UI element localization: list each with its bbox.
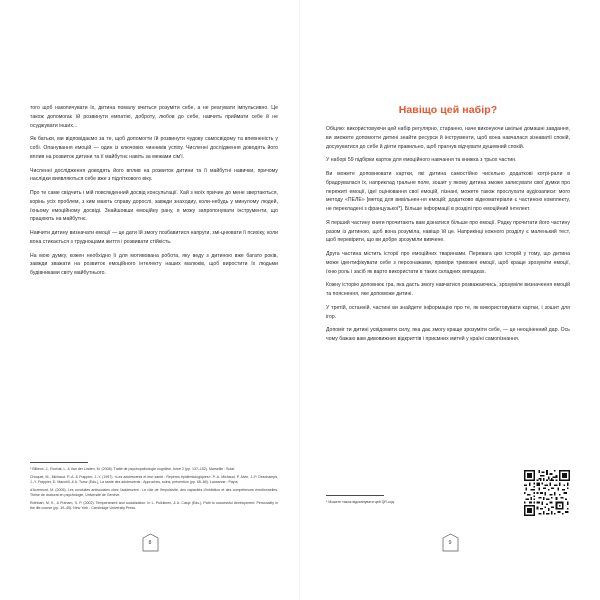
paragraph: Я перший частину книги прочитають вам дізнатися більше про емоції. Радку прочитати його частину разом із дитиною, щоб вона розуміла, навіщо їй це. Наприкінці кожного розділу є маленький тест, щоб перевірити, що ви добре зрозуміли вивчене. <box>326 219 570 244</box>
left-page-body <box>30 104 278 278</box>
folio-right <box>300 533 600 552</box>
paragraph: На мою думку, кожен необхідно її для мотивована робота, яку веду з дитиною вже багато років, завжди зважати на розвиток емоційного інтелекту наших малюків, щоб виростити їх людьми будівниками світу майбутнього. <box>30 252 278 276</box>
footnote-entry: d'Acremont, M. (2005). Les conduites antisociales chez l'adolescent : Le rôle de l'impulsivité, des capacités d'inhibition et des compétences émotionnelles. Thèse de doctorat en psychologie, Université de Genève. <box>30 488 278 498</box>
footnote-block <box>30 467 278 511</box>
folio-number: 9 <box>448 539 452 546</box>
footnote-entry: Rothbart, M. K., & Putnam, S. P. (2002). Temperament and socialization. In L. Pulkkinen, & A. Caspi (Eds.), Path to successful development: Personality in the life course (pp. 19–45). New York : Cambridge University Press. <box>30 501 278 511</box>
footnote-entry: * Можете також відсканувати цей QR-код: <box>326 500 395 505</box>
footnote-divider <box>30 462 88 463</box>
footnote-entry: * Billieux, J., Rochat, L. & Van der Linden, M. (2008). Traité de psychopathologie cognitive, tome 2 (pp. 137–152). Marseille : Solal. <box>30 467 235 472</box>
paragraph: Обіцяю: використовуючи цей набір регулярно, старанно, наче виконуючи шкільні домашні завдання, ви зможете допомогти дитині знайти ресурси й інструменти, щоб вона навчалася зізнаватії спокій, досукуватися до себе й діяти правильно, щоб прагнув відчувати душевний спокій. <box>326 126 570 150</box>
folio-badge <box>442 533 459 552</box>
paragraph: Як батьки, ми відповідаємо за те, щоб допомогти їй розвинути чудову самосвідому та впевненість у собі. Опанування емоцій — один із ключових чинників успіху. Численні дослідження доводять його вплив на розвиток дитини та її майбутнє навіть за межами сім'ї. <box>30 136 278 160</box>
paragraph: того щоб накопичувати їх, дитина помалу вчиться розуміти себе, а не реагувати імпульсивно. Це також допомогає їй розвинути емпатію, доброту, любов до себе, навчить приймати себе й не осуджувати інших... <box>30 105 278 129</box>
qr-code[interactable] <box>524 470 570 516</box>
page-title: Навіщо цей набір? <box>398 104 498 116</box>
paragraph: Ви можете доповнювати картки, які дитина самостійно чисельно додаткові котрі-рали в брадрувалася їх, наприклад гральне поле, зошит у якому дитина зможе записувати свої думки про пережиті емоції, ідеї оцінювання свої емоцій, пізнані, можете також прослухати аудіозаписи: мого методу «ПЕЛЕ» [метод для вивільнен-ня емоцій; додатково відеоматеріали є частиною комплекту, не перекладені з французької*]. Більше інформації в розділі про емоційний інтелект. <box>326 171 570 212</box>
folio-badge <box>142 533 159 552</box>
right-page-body <box>326 125 570 344</box>
qr-code-wrapper[interactable] <box>524 470 570 516</box>
footnote-entry: Choquet, M., Michaud, P.-A. & Frappier, J.-Y. (1997). «Les adolescents et leur santé : Repères épidémiologiques». P.-A. Michaud, P. Alvin, J.-P. Deschamps, J.-Y. Frappier, D. Marcelli, & A. Tursz (Eds.), La santé des adolescents : Approches, soins, prévention (pp. 65–80). Lausanne : Payot. <box>30 475 278 485</box>
page-right <box>300 0 600 600</box>
paragraph: Допоміг ти дитині усвідомити силу, яка дає змогу краще зрозуміти себе, — це неоціненний дар. Ось чому бажаю вам дивовижних відкриттів і приємних митей у країні самопізнання. <box>326 327 570 342</box>
paragraph: Кожну історію доповнює гра, яка дасть змогу навчатися розважаючись, зрозуміле визначення емоцій та пояснення, яке допоможе дитині. <box>326 282 570 297</box>
paragraph: Друга частина містить історії про емоційних тваринами. Перевага цих історій у тому, що дитина може ідентифікувати себе з персонажами, приміри тривожні емоції, щоб краще зрозуміти емоції, їхню роль і засіб як варто використати в таких складних випадках. <box>326 251 570 275</box>
paragraph: У третій, останній, частині ви знайдете інформацію про те, як використовувати картки, і зошит для ігор. <box>326 304 570 320</box>
paragraph: Про те саме свідчить і мій повсякденний досвід консультації. Хай з моїх причин до мене звертаються, корінь усіх проблем, з ким мають справу дорослі, завжди знаходиу, коли-небудь у минулому людей, їхньому емоційному досвіді. Знайшовши емоційну рану, я можу запропонувати інструменти, що працюють на майбутнє. <box>30 190 278 223</box>
paragraph: У наборі 59 підбірки карток для емоційного навчання та книжка з трьох частин. <box>326 157 517 164</box>
folio-number: 8 <box>148 539 152 546</box>
footnote-divider <box>326 495 384 496</box>
folio-left <box>0 533 300 552</box>
left-page-footnotes <box>30 462 278 514</box>
paragraph: Численні дослідження доводять його вплив на розвиток дитини та її майбутні навички, причому наслідки виявляються себе вже з підліткового віку. <box>30 167 278 183</box>
paragraph: Навчити дитину визначати емоції — це дати їй змогу позбавитися напруги, змі-цнювати її психіку, коли вона стикається з труднощами життя і розвивати стійкість. <box>30 230 278 245</box>
